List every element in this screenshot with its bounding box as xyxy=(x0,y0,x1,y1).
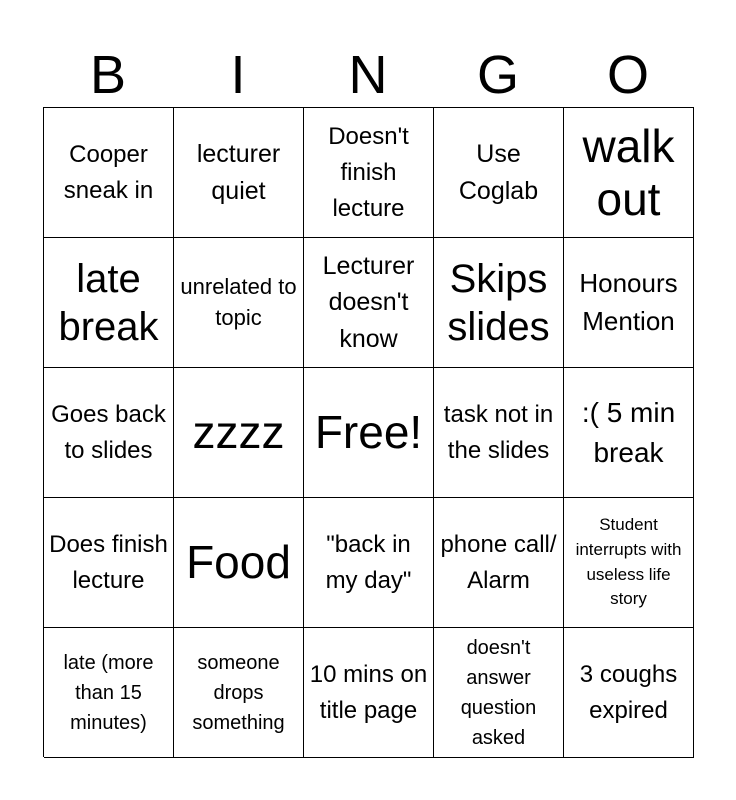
free-space[interactable]: Free! xyxy=(304,368,434,498)
bingo-cell[interactable]: "back in my day" xyxy=(304,498,434,628)
header-letter-g: G xyxy=(476,45,519,105)
bingo-cell[interactable]: Lecturer doesn't know xyxy=(304,238,434,368)
bingo-cell[interactable]: zzzz xyxy=(174,368,304,498)
bingo-cell[interactable]: Skips slides xyxy=(434,238,564,368)
bingo-cell[interactable]: unrelated to topic xyxy=(174,238,304,368)
bingo-cell[interactable]: 3 coughs expired xyxy=(564,628,694,758)
bingo-cell[interactable]: walk out xyxy=(564,108,694,238)
header-letter-n: N xyxy=(348,45,388,105)
header-letter-o: O xyxy=(606,45,649,105)
bingo-cell[interactable]: phone call/ Alarm xyxy=(434,498,564,628)
bingo-cell[interactable]: Goes back to slides xyxy=(44,368,174,498)
bingo-cell[interactable]: :( 5 min break xyxy=(564,368,694,498)
bingo-cell[interactable]: Student interrupts with useless life story xyxy=(564,498,694,628)
bingo-cell[interactable]: Use Coglab xyxy=(434,108,564,238)
bingo-cell[interactable]: late break xyxy=(44,238,174,368)
header-letter-b: B xyxy=(89,45,127,105)
bingo-cell[interactable]: Doesn't finish lecture xyxy=(304,108,434,238)
bingo-cell[interactable]: someone drops something xyxy=(174,628,304,758)
header-letter-i: I xyxy=(230,45,246,105)
bingo-cell[interactable]: Cooper sneak in xyxy=(44,108,174,238)
bingo-board xyxy=(43,107,694,757)
bingo-cell[interactable]: doesn't answer question asked xyxy=(434,628,564,758)
bingo-cell[interactable]: late (more than 15 minutes) xyxy=(44,628,174,758)
bingo-cell[interactable]: Honours Mention xyxy=(564,238,694,368)
bingo-cell[interactable]: Food xyxy=(174,498,304,628)
bingo-header xyxy=(43,44,693,106)
bingo-cell[interactable]: 10 mins on title page xyxy=(304,628,434,758)
bingo-cell[interactable]: lecturer quiet xyxy=(174,108,304,238)
bingo-cell[interactable]: Does finish lecture xyxy=(44,498,174,628)
bingo-cell[interactable]: task not in the slides xyxy=(434,368,564,498)
